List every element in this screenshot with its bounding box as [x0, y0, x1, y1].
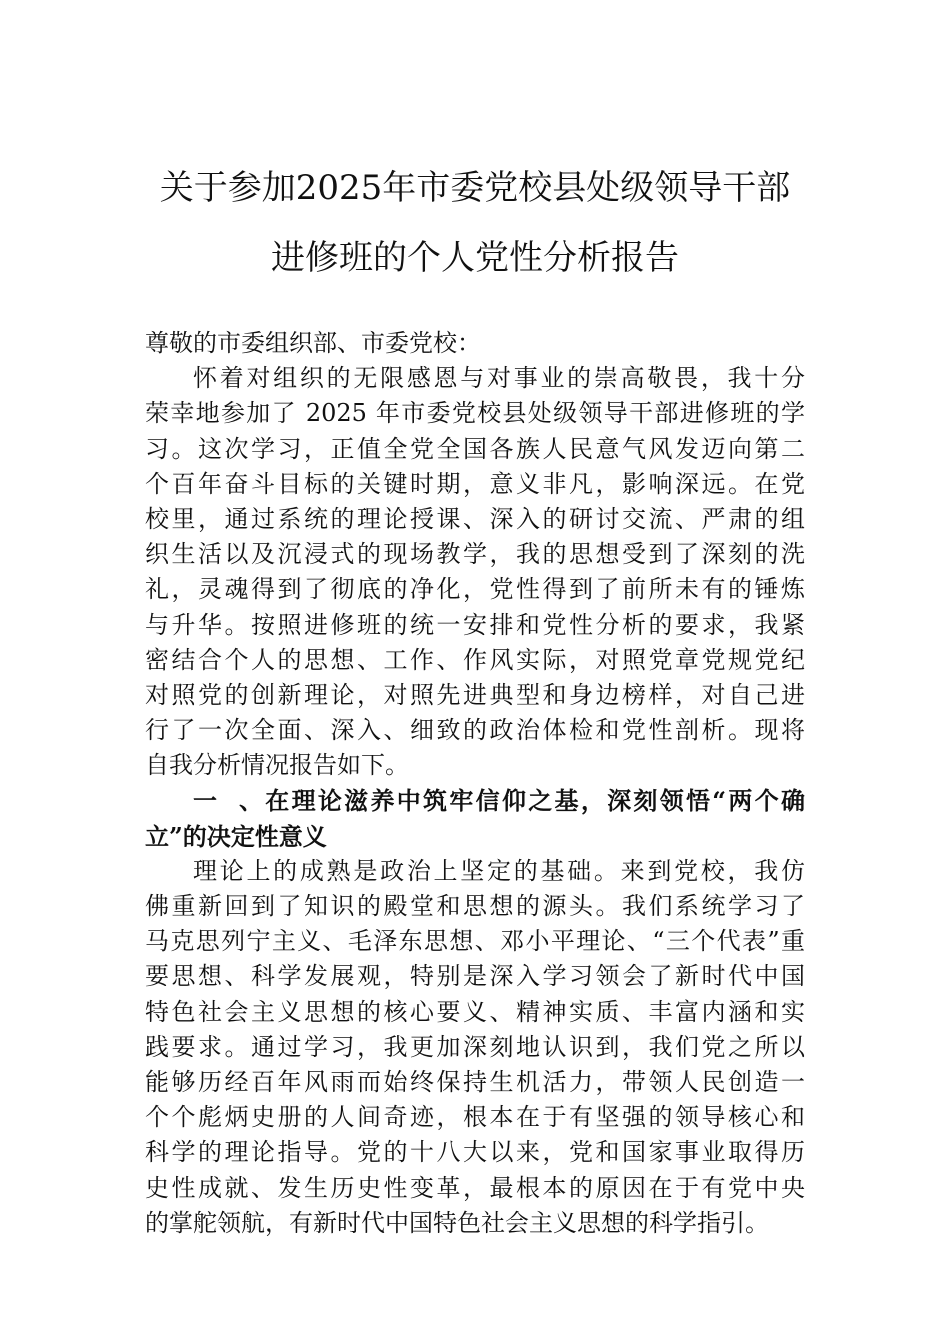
section-1-line: 马克思列宁主义、毛泽东思想、邓小平理论、“三个代表”重	[145, 927, 805, 956]
section-1-line: 的掌舵领航，有新时代中国特色社会主义思想的科学指引。	[145, 1208, 769, 1237]
document-body	[145, 326, 805, 1241]
document-title-line-2: 进修班的个人党性分析报告	[271, 238, 679, 278]
section-1-line: 能够历经百年风雨而始终保持生机活力，带领人民创造一	[145, 1067, 805, 1096]
intro-line: 怀着对组织的无限感恩与对事业的崇高敬畏，我十分	[193, 364, 805, 393]
section-1-line: 践要求。通过学习，我更加深刻地认识到，我们党之所以	[145, 1032, 805, 1061]
section-1-line: 要思想、科学发展观，特别是深入学习领会了新时代中国	[145, 962, 805, 991]
intro-line: 个百年奋斗目标的关键时期，意义非凡，影响深远。在党	[145, 469, 805, 498]
section-1-line: 史性成就、发生历史性变革，最根本的原因在于有党中央	[145, 1173, 805, 1202]
section-1-number: 一、	[193, 786, 263, 816]
section-1-heading-line-2: 立”的决定性意义	[145, 821, 327, 851]
intro-line: 与升华。按照进修班的统一安排和党性分析的要求，我紧	[145, 610, 805, 639]
section-1-line: 特色社会主义思想的核心要义、精神实质、丰富内涵和实	[145, 997, 805, 1026]
document-title-line-1: 关于参加2025年市委党校县处级领导干部	[159, 168, 791, 208]
intro-line: 习。这次学习，正值全党全国各族人民意气风发迈向第二	[145, 434, 805, 463]
intro-line: 行了一次全面、深入、细致的政治体检和党性剖析。现将	[145, 716, 805, 745]
intro-line: 密结合个人的思想、工作、作风实际，对照党章党规党纪	[145, 645, 805, 674]
intro-line: 织生活以及沉浸式的现场教学，我的思想受到了深刻的洗	[145, 540, 805, 569]
salutation: 尊敬的市委组织部、市委党校：	[145, 329, 481, 357]
section-1-line: 科学的理论指导。党的十八大以来，党和国家事业取得历	[145, 1138, 805, 1167]
intro-line: 校里，通过系统的理论授课、深入的研讨交流、严肃的组	[145, 504, 805, 533]
intro-line: 荣幸地参加了 2025 年市委党校县处级领导干部进修班的学	[145, 399, 805, 428]
section-1-heading-text: 在理论滋养中筑牢信仰之基，深刻领悟“两个确	[263, 786, 805, 816]
section-1-heading	[145, 783, 805, 818]
intro-line: 礼，灵魂得到了彻底的净化，党性得到了前所未有的锤炼	[145, 575, 805, 604]
intro-line: 自我分析情况报告如下。	[145, 751, 409, 780]
section-1-line: 佛重新回到了知识的殿堂和思想的源头。我们系统学习了	[145, 892, 805, 920]
section-1-line: 理论上的成熟是政治上坚定的基础。来到党校，我仿	[193, 856, 805, 885]
section-1-line: 个个彪炳史册的人间奇迹，根本在于有坚强的领导核心和	[145, 1103, 805, 1132]
intro-line: 对照党的创新理论，对照先进典型和身边榜样，对自己进	[145, 680, 805, 709]
